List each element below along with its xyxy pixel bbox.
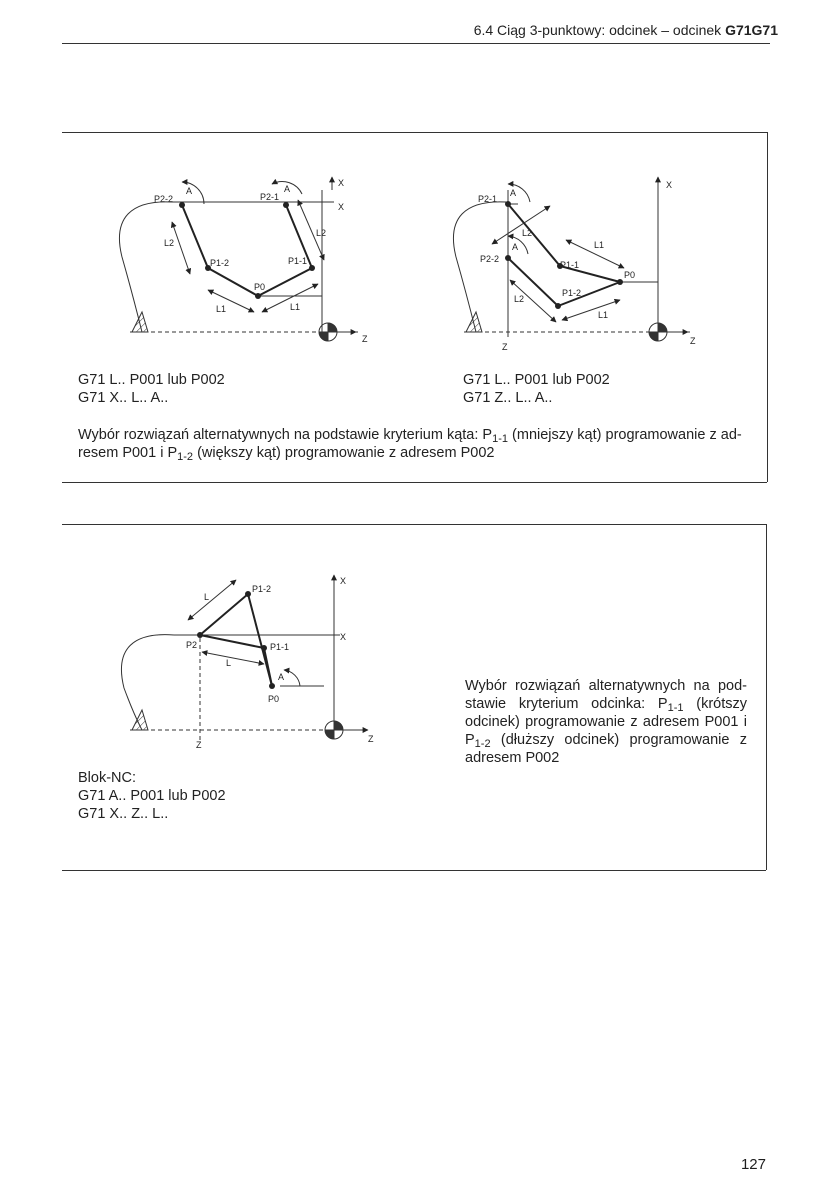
nc-block-caption-1: Blok-NC: bbox=[78, 770, 137, 786]
label-z-axis: Z bbox=[690, 336, 696, 346]
label-p0: P0 bbox=[254, 282, 266, 292]
figure-right-angle-variant bbox=[446, 172, 708, 354]
figure-left-angle-variant bbox=[112, 172, 382, 354]
box2-note-text-a: Wybór rozwiązań alternatywnych na podstawie kryterium odcinka: P bbox=[465, 678, 747, 712]
box2-note bbox=[465, 677, 747, 767]
label-x-axis: X bbox=[340, 576, 347, 586]
page-number: 127 bbox=[740, 1156, 766, 1173]
label-p1-1: P1-1 bbox=[270, 642, 290, 652]
label-l2-left-2: L2 bbox=[316, 228, 327, 238]
label-z-axis: Z bbox=[368, 734, 374, 744]
label-l-lower: L bbox=[226, 658, 232, 668]
note2-sub: 1-2 bbox=[177, 451, 194, 463]
header-title: 6.4 Ciąg 3-punktowy: odcinek – odcinek bbox=[473, 22, 726, 38]
box1-top-rule bbox=[62, 132, 767, 133]
label-x-level: X bbox=[340, 632, 347, 642]
label-l2-right-1: L2 bbox=[522, 228, 533, 238]
label-p2-2: P2-2 bbox=[480, 254, 500, 264]
label-a: A bbox=[278, 672, 285, 682]
header-code: G71G71 bbox=[725, 22, 778, 38]
label-p1-2: P1-2 bbox=[210, 258, 230, 268]
label-p2-1: P2-1 bbox=[478, 194, 498, 204]
label-z-lower: Z bbox=[196, 740, 202, 750]
label-p0: P0 bbox=[268, 694, 280, 704]
right-caption-line-2: G71 Z.. L.. A.. bbox=[463, 390, 553, 406]
box2-note-sub1: 1-1 bbox=[667, 702, 684, 714]
box2-note-text-c: (dłuższy odcinek) programowanie z adresem P002 bbox=[465, 732, 747, 766]
right-caption-line-1: G71 L.. P001 lub P002 bbox=[463, 372, 610, 388]
label-x-level: X bbox=[338, 202, 345, 212]
nc-block-caption-3: G71 X.. Z.. L.. bbox=[78, 806, 169, 822]
label-l1-right-1: L1 bbox=[594, 240, 605, 250]
left-caption-line-1: G71 L.. P001 lub P002 bbox=[78, 372, 225, 388]
nc-block-caption-2: G71 A.. P001 lub P002 bbox=[78, 788, 226, 804]
label-l1-left-2: L1 bbox=[290, 302, 301, 312]
label-a-left-1: A bbox=[186, 186, 193, 196]
note1-text-a: Wybór rozwiązań alternatywnych na podstawie kryterium kąta: P bbox=[78, 427, 493, 443]
box2-right-rule bbox=[766, 524, 767, 870]
note1-sub: 1-1 bbox=[492, 433, 509, 445]
label-a-right-2: A bbox=[512, 242, 519, 252]
label-a-left-2: A bbox=[284, 184, 291, 194]
label-p2-2: P2-2 bbox=[154, 194, 174, 204]
label-p1-1: P1-1 bbox=[560, 260, 580, 270]
box2-top-rule bbox=[62, 524, 766, 525]
box2-note-text-b: (krótszy odcinek) programowanie z adresem P001 i P bbox=[465, 696, 748, 748]
label-p2: P2 bbox=[186, 640, 198, 650]
label-l2-left-1: L2 bbox=[164, 238, 175, 248]
box1-right-rule bbox=[767, 132, 768, 482]
note1-text-b: (mniejszy kąt) programowanie z ad- bbox=[508, 427, 742, 443]
label-x-axis: X bbox=[666, 180, 673, 190]
left-caption-line-2: G71 X.. L.. A.. bbox=[78, 390, 169, 406]
label-a-right-1: A bbox=[510, 188, 517, 198]
label-p0: P0 bbox=[624, 270, 636, 280]
box1-note-line-1 bbox=[78, 426, 742, 444]
box2-bottom-rule bbox=[62, 870, 766, 871]
box1-note-line-2 bbox=[78, 444, 494, 462]
label-l1-left-1: L1 bbox=[216, 304, 227, 314]
label-l1-right-2: L1 bbox=[598, 310, 609, 320]
running-header bbox=[474, 22, 778, 38]
label-p2-1: P2-1 bbox=[260, 192, 280, 202]
figure-segment-variant bbox=[112, 570, 382, 750]
label-z-axis: Z bbox=[362, 334, 368, 344]
label-p1-1: P1-1 bbox=[288, 256, 308, 266]
note2-text-a: resem P001 i P bbox=[78, 445, 178, 461]
label-p1-2: P1-2 bbox=[252, 584, 272, 594]
note2-text-b: (większy kąt) programowanie z adresem P002 bbox=[193, 445, 495, 461]
label-p1-2: P1-2 bbox=[562, 288, 582, 298]
label-x-axis: X bbox=[338, 178, 345, 188]
label-l-upper: L bbox=[204, 592, 210, 602]
label-z-lower: Z bbox=[502, 342, 508, 352]
label-l2-right-2: L2 bbox=[514, 294, 525, 304]
header-rule bbox=[62, 43, 770, 44]
box2-note-sub2: 1-2 bbox=[474, 738, 491, 750]
box1-bottom-rule bbox=[62, 482, 767, 483]
